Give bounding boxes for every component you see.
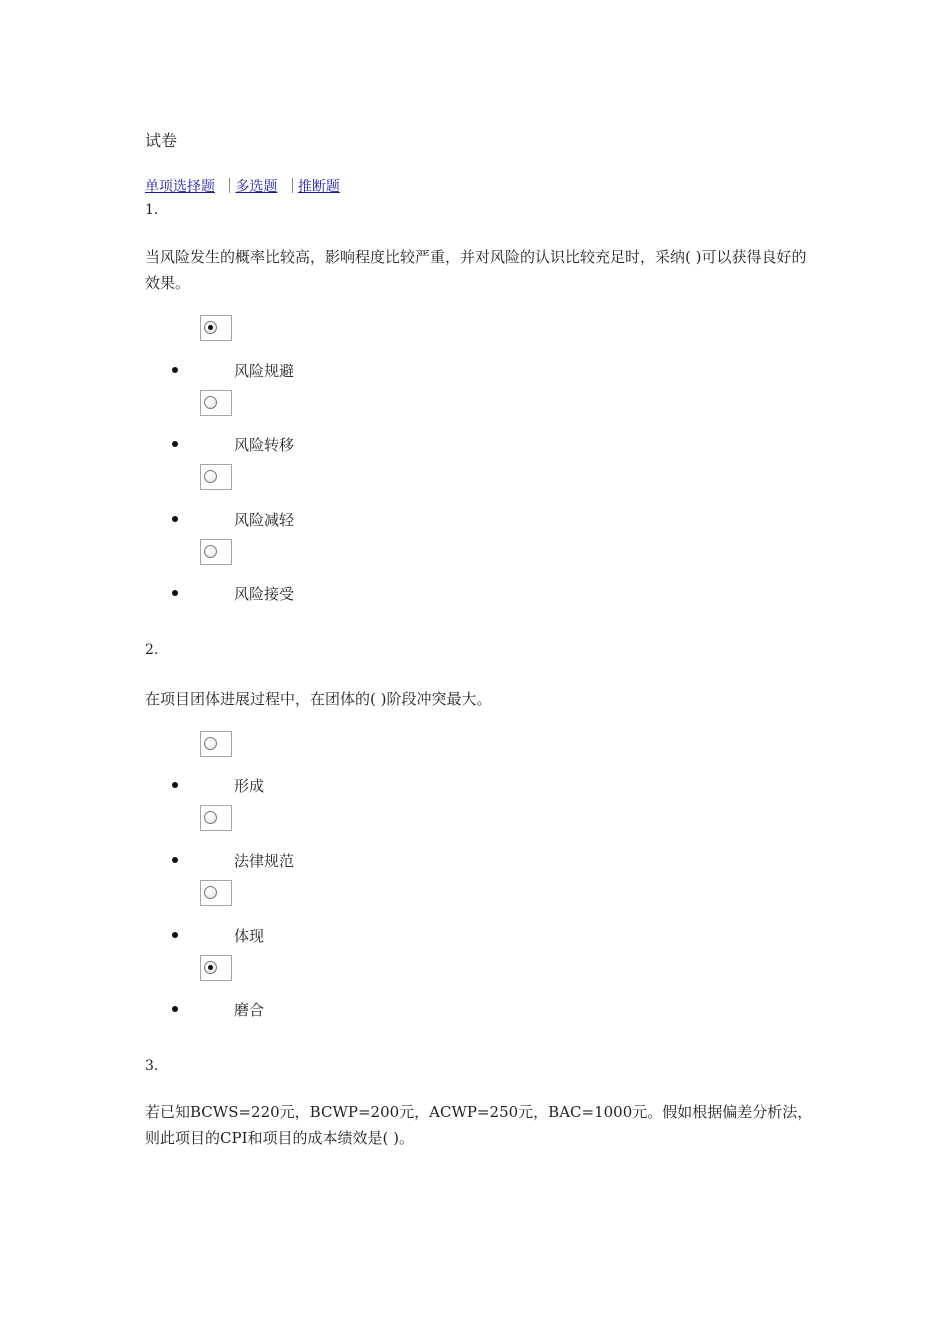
option-label: 形成 <box>234 777 265 795</box>
bullet-icon <box>172 441 178 447</box>
page-title: 试卷 <box>145 131 178 150</box>
option-radio[interactable] <box>200 464 232 490</box>
question-number: 3. <box>145 1058 159 1074</box>
tab-divider <box>292 178 293 193</box>
radio-icon <box>204 396 217 409</box>
radio-icon <box>204 811 217 824</box>
radio-selected-dot <box>208 965 213 970</box>
option-label: 体现 <box>234 927 265 945</box>
tab-single-choice[interactable]: 单项选择题 <box>145 179 215 195</box>
tab-multiple-choice[interactable]: 多选题 <box>235 179 278 195</box>
radio-icon <box>204 737 217 750</box>
option-radio[interactable] <box>200 390 232 416</box>
question-number: 1. <box>145 202 159 218</box>
radio-icon <box>204 321 217 334</box>
question-text: 当风险发生的概率比较高，影响程度比较严重，并对风险的认识比较充足时，采纳( )可以获得良好的效果。 <box>145 248 807 292</box>
radio-icon <box>204 961 217 974</box>
option-radio[interactable] <box>200 955 232 981</box>
radio-icon <box>204 886 217 899</box>
question-text: 若已知BCWS=220元，BCWP=200元，ACWP=250元，BAC=1000元。假如根据偏差分析法，则此项目的CPI和项目的成本绩效是( )。 <box>145 1103 813 1147</box>
bullet-icon <box>172 516 178 522</box>
question-text: 在项目团体进展过程中，在团体的( )阶段冲突最大。 <box>145 690 492 708</box>
option-radio[interactable] <box>200 315 232 341</box>
option-radio[interactable] <box>200 805 232 831</box>
tab-divider <box>229 178 230 193</box>
option-label: 风险接受 <box>234 585 295 603</box>
option-label: 法律规范 <box>234 852 295 870</box>
radio-icon <box>204 545 217 558</box>
option-label: 风险转移 <box>234 436 295 454</box>
option-radio[interactable] <box>200 539 232 565</box>
option-label: 风险规避 <box>234 362 295 380</box>
bullet-icon <box>172 932 178 938</box>
bullet-icon <box>172 782 178 788</box>
tab-true-false[interactable]: 推断题 <box>297 179 340 195</box>
radio-icon <box>204 470 217 483</box>
question-type-tabs <box>145 176 340 196</box>
option-radio[interactable] <box>200 880 232 906</box>
question-number: 2. <box>145 642 159 658</box>
bullet-icon <box>172 857 178 863</box>
option-label: 磨合 <box>234 1001 265 1019</box>
bullet-icon <box>172 590 178 596</box>
radio-selected-dot <box>208 325 213 330</box>
bullet-icon <box>172 1006 178 1012</box>
option-label: 风险减轻 <box>234 511 295 529</box>
bullet-icon <box>172 367 178 373</box>
option-radio[interactable] <box>200 731 232 757</box>
